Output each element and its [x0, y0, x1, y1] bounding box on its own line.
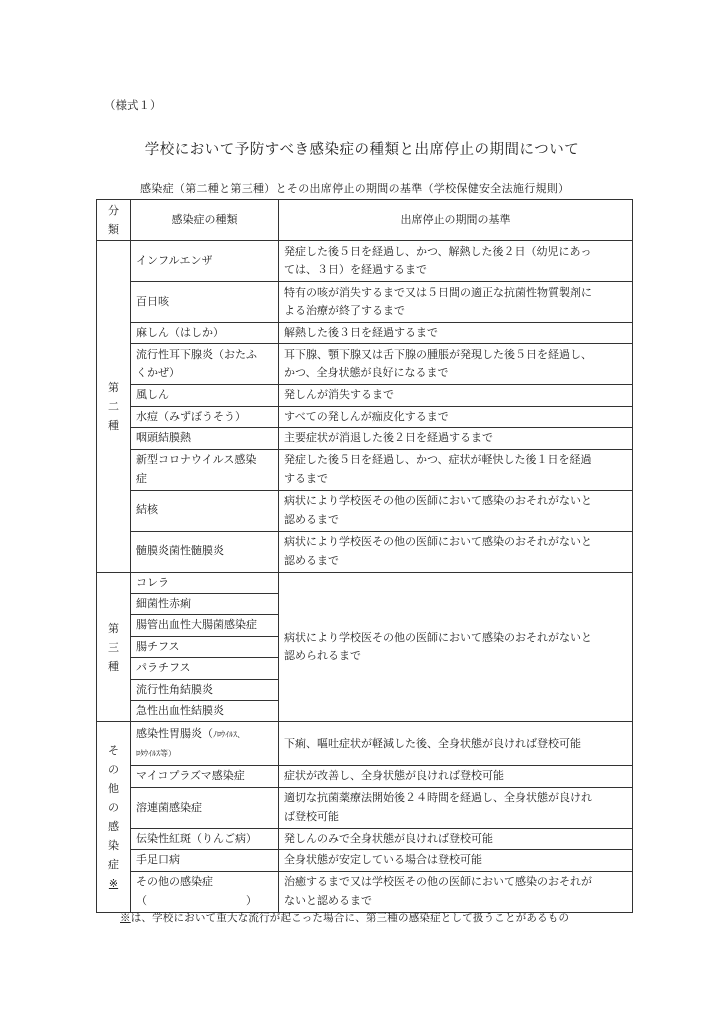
table-row [97, 828, 633, 849]
table-caption: 感染症（第二種と第三種）とその出席停止の期間の基準（学校保健安全法施行規則） [140, 182, 570, 195]
table-row [97, 490, 633, 531]
exclusion-period: 発症した後５日を経過し、かつ、解熱した後２日（幼児にあっ ては、３日）を経過するまで [279, 241, 633, 282]
document-title: 学校において予防すべき感染症の種類と出席停止の期間について [144, 142, 580, 158]
exclusion-period: 全身状態が安定している場合は登校可能 [279, 850, 633, 871]
exclusion-period: 病状により学校医その他の医師において感染のおそれがないと 認めるまで [279, 490, 633, 531]
infection-table [96, 199, 633, 913]
exclusion-period: 耳下腺、顎下腺又は舌下腺の腫脹が発現した後５日を経過し、 かつ、全身状態が良好になるまで [279, 344, 633, 385]
footnote-text: は、学校において重大な流行が起こった場合に、第三種の感染症として扱うことがあるもの [130, 912, 570, 924]
table-row [97, 241, 633, 282]
category-other: そ の 他 の 感 染 症 ※ [97, 722, 131, 912]
form-number-label: （様式１） [104, 98, 162, 112]
table-row [97, 531, 633, 572]
header-period: 出席停止の期間の基準 [279, 200, 633, 241]
table-row [97, 572, 633, 593]
disease-name: 百日咳 [131, 282, 279, 323]
disease-name: 感染性胃腸炎（ﾉﾛｳｲﾙｽ、 ﾛﾀｳｲﾙｽ等） [131, 722, 279, 766]
disease-name: 髄膜炎菌性髄膜炎 [131, 531, 279, 572]
table-row [97, 850, 633, 871]
disease-name: 手足口病 [131, 850, 279, 871]
disease-name: 風しん [131, 385, 279, 406]
table-row [97, 282, 633, 323]
table-row [97, 406, 633, 427]
table-row [97, 428, 633, 449]
exclusion-period: 特有の咳が消失するまで又は５日間の適正な抗菌性物質製剤に よる治療が終了するまで [279, 282, 633, 323]
header-disease: 感染症の種類 [131, 200, 279, 241]
exclusion-period: 適切な抗菌薬療法開始後２４時間を経過し、全身状態が良けれ ば登校可能 [279, 787, 633, 828]
disease-name: 腸管出血性大腸菌感染症 [131, 615, 279, 636]
disease-name: 溶連菌感染症 [131, 787, 279, 828]
disease-name: 咽頭結膜熱 [131, 428, 279, 449]
disease-name: 細菌性赤痢 [131, 594, 279, 615]
table-row [97, 722, 633, 766]
table-row [97, 787, 633, 828]
footnote [120, 910, 569, 925]
disease-name: 結核 [131, 490, 279, 531]
exclusion-period: 病状により学校医その他の医師において感染のおそれがないと 認められるまで [279, 572, 633, 722]
exclusion-period: 主要症状が消退した後２日を経過するまで [279, 428, 633, 449]
table-row [97, 449, 633, 490]
disease-name: コレラ [131, 572, 279, 593]
disease-name: 麻しん（はしか） [131, 323, 279, 344]
table-header-row [97, 200, 633, 241]
exclusion-period: 下痢、嘔吐症状が軽減した後、全身状態が良ければ登校可能 [279, 722, 633, 766]
disease-name: 腸チフス [131, 636, 279, 657]
disease-name: インフルエンザ [131, 241, 279, 282]
table-row [97, 385, 633, 406]
disease-name: 伝染性紅斑（りんご病） [131, 828, 279, 849]
table-row [97, 766, 633, 787]
disease-name: 急性出血性結膜炎 [131, 701, 279, 722]
exclusion-period: 発しんのみで全身状態が良ければ登校可能 [279, 828, 633, 849]
exclusion-period: 発症した後５日を経過し、かつ、症状が軽快した後１日を経過 するまで [279, 449, 633, 490]
disease-name: パラチフス [131, 658, 279, 679]
category-group3: 第 三 種 [97, 572, 131, 722]
exclusion-period: 治癒するまで又は学校医その他の医師において感染のおそれが ないと認めるまで [279, 871, 633, 912]
exclusion-period: 症状が改善し、全身状態が良ければ登校可能 [279, 766, 633, 787]
disease-name: マイコプラズマ感染症 [131, 766, 279, 787]
exclusion-period: 病状により学校医その他の医師において感染のおそれがないと 認めるまで [279, 531, 633, 572]
footnote-mark: ※ [108, 877, 119, 891]
header-category: 分 類 [97, 200, 131, 241]
exclusion-period: すべての発しんが痂皮化するまで [279, 406, 633, 427]
disease-name: その他の感染症 （ ） [131, 871, 279, 912]
disease-name: 流行性耳下腺炎（おたふ くかぜ） [131, 344, 279, 385]
table-row [97, 323, 633, 344]
table-row [97, 871, 633, 912]
exclusion-period: 解熱した後３日を経過するまで [279, 323, 633, 344]
category-group2: 第 二 種 [97, 241, 131, 573]
exclusion-period: 発しんが消失するまで [279, 385, 633, 406]
table-row [97, 344, 633, 385]
footnote-symbol: ※ [120, 912, 131, 924]
disease-name: 水痘（みずぼうそう） [131, 406, 279, 427]
disease-name: 流行性角結膜炎 [131, 679, 279, 700]
disease-name: 新型コロナウイルス感染 症 [131, 449, 279, 490]
